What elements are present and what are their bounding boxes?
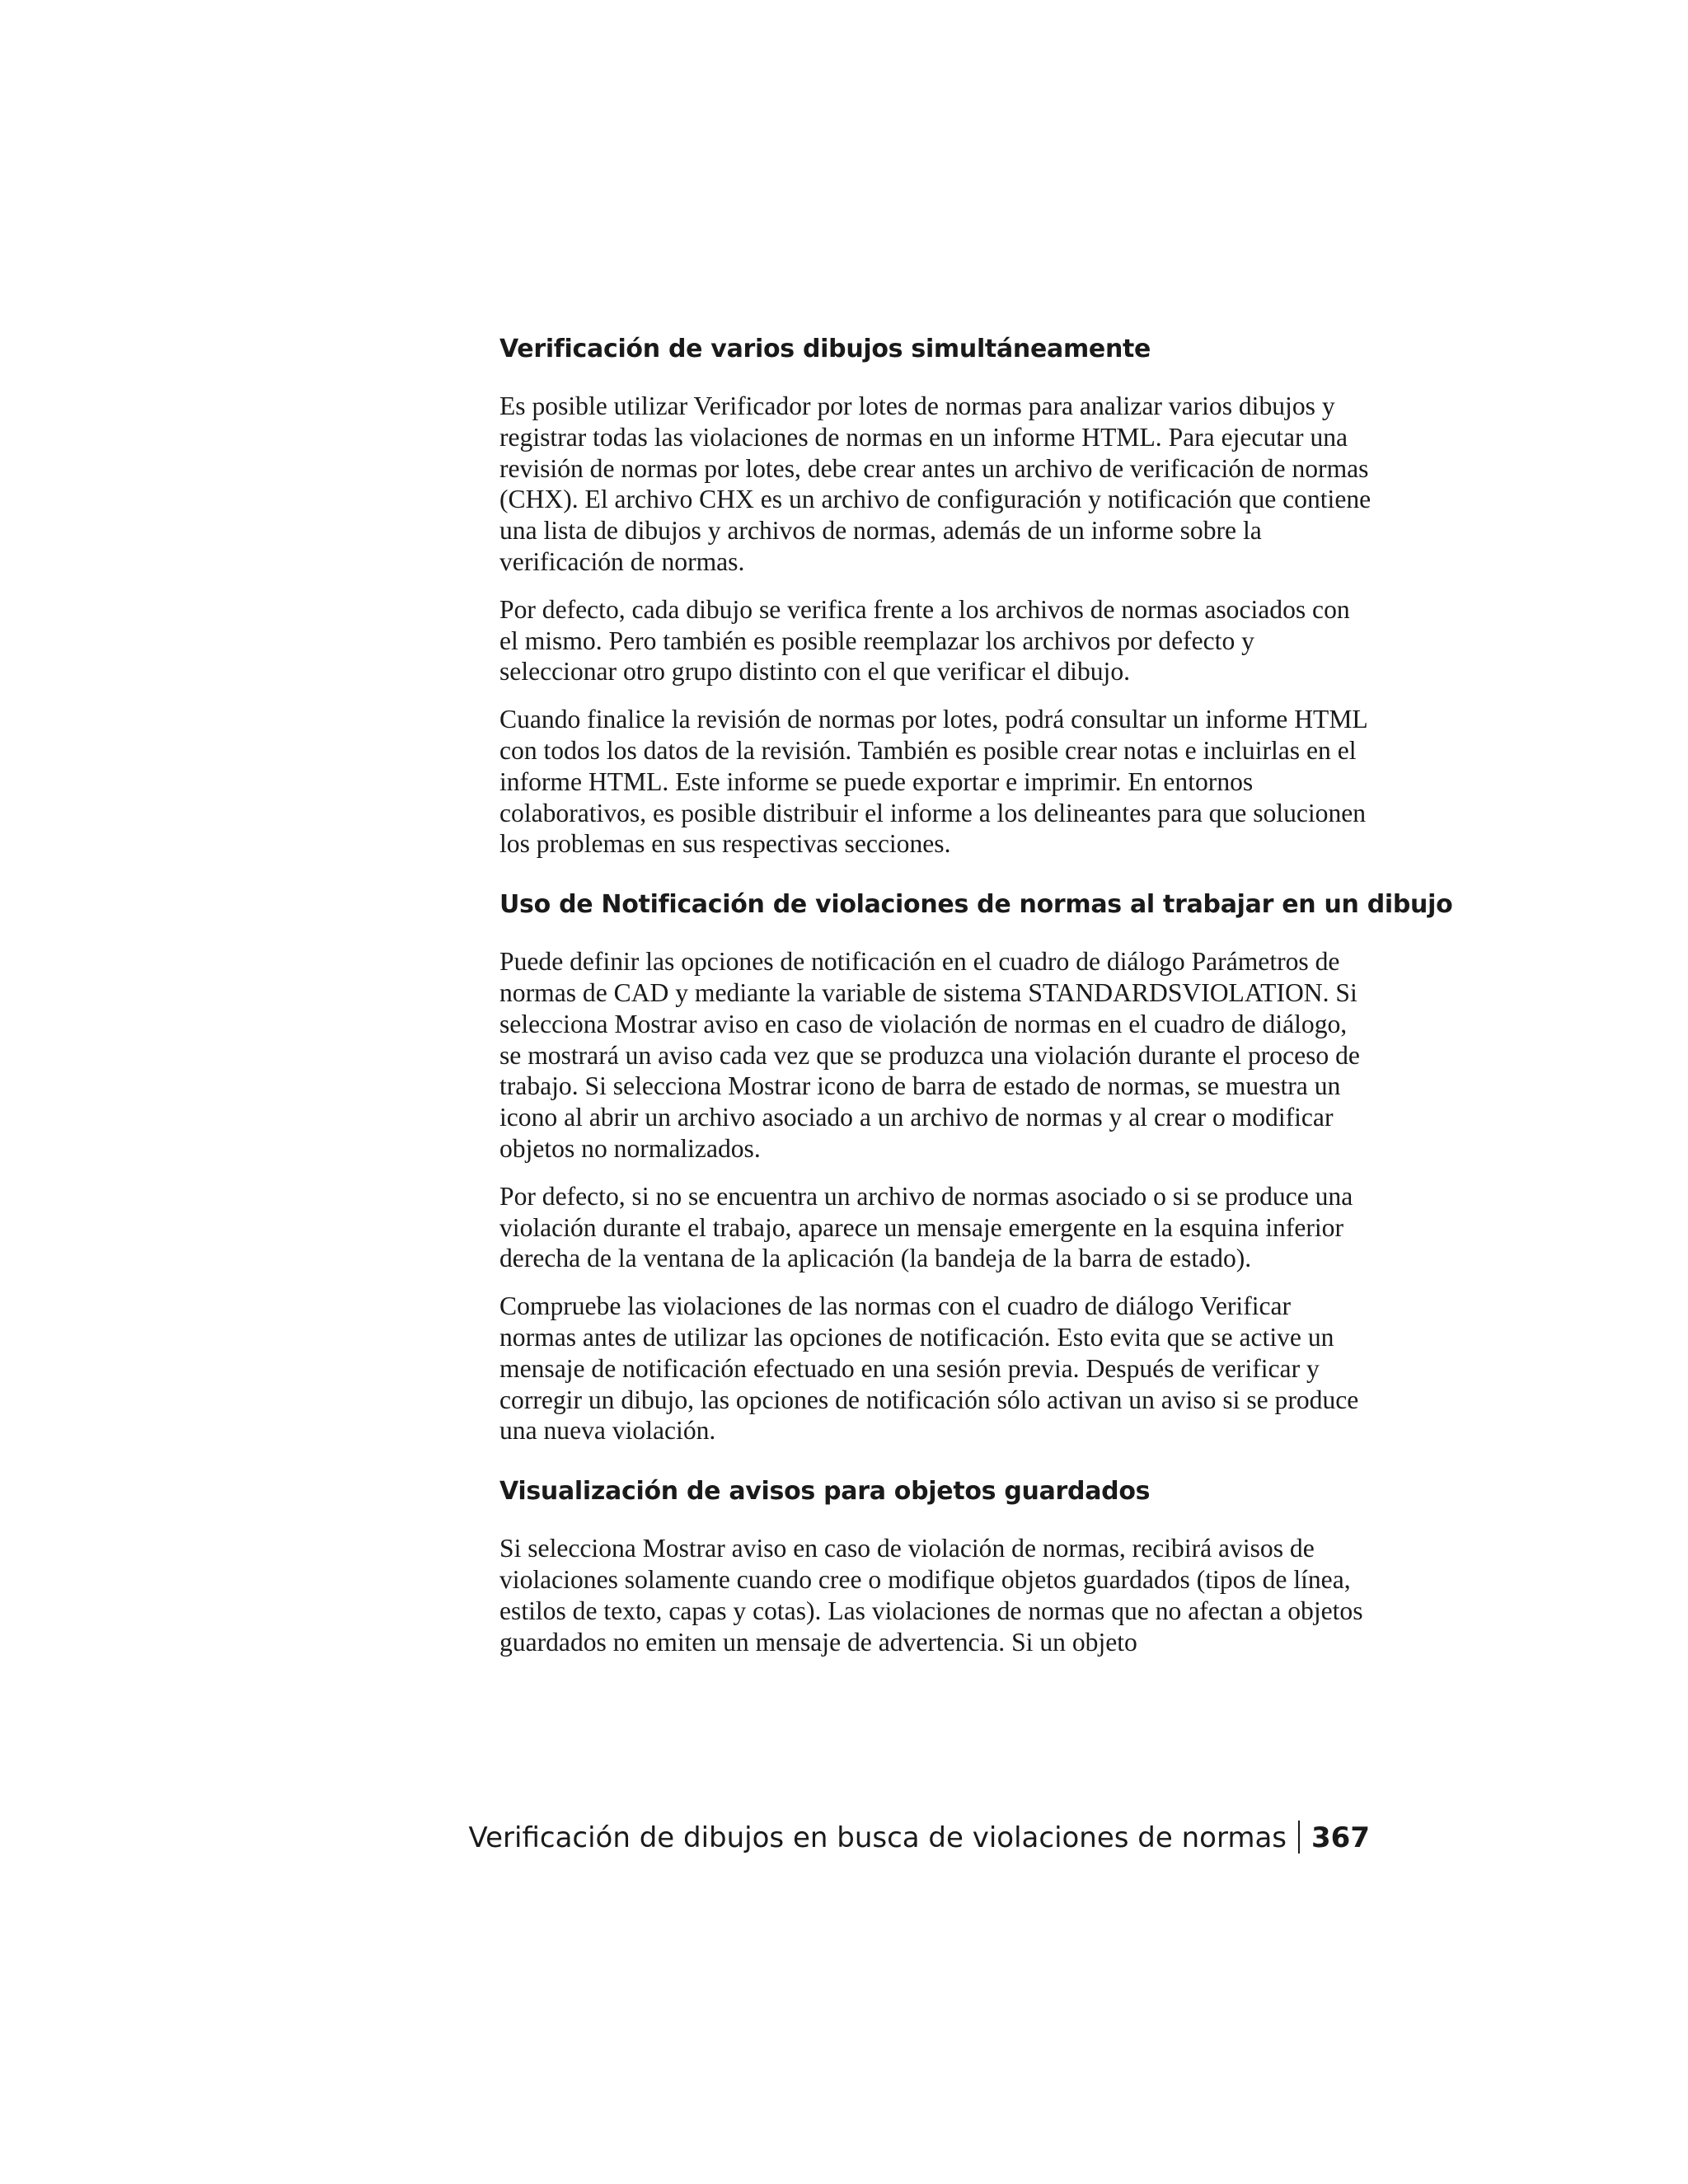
paragraph: Por defecto, si no se encuentra un archivo de normas asociado o si se produce una violación durante el trabajo, aparece un mensaje emergente en la esquina inferior derecha de la ventana de la aplicación (la bandeja de la barra de estado). [499,1181,1353,1273]
paragraph: Cuando finalice la revisión de normas por lotes, podrá consultar un informe HTML con todos los datos de la revisión. También es posible crear notas e incluirlas en el informe HTML. Este informe se puede exportar e imprimir. En entornos colaborativos, es posible distribuir el informe a los delineantes para que solucionen los problemas en sus respectivas secciones. [499,705,1367,859]
text-column [499,333,1453,1674]
page-number: 367 [1311,1821,1370,1854]
paragraph: Compruebe las violaciones de las normas con el cuadro de diálogo Verificar normas antes de utilizar las opciones de notificación. Esto evita que se active un mensaje de notificación efectuado en una sesión previa. Después de verificar y corregir un dibujo, las opciones de notificación sólo activan un aviso si se produce una nueva violación. [499,1291,1359,1446]
section-heading-saved-objects: Visualización de avisos para objetos guardados [499,1477,1151,1507]
section-heading-notification: Uso de Notificación de violaciones de normas al trabajar en un dibujo [499,890,1453,920]
paragraph: Si selecciona Mostrar aviso en caso de violación de normas, recibirá avisos de violaciones solamente cuando cree o modifique objetos guardados (tipos de línea, estilos de texto, capas y cotas). Las violaciones de normas que no afectan a objetos guardados no emiten un mensaje de advertencia. Si un objeto [499,1534,1363,1657]
footer-chapter-title: Verificación de dibujos en busca de violaciones de normas [468,1821,1287,1854]
footer-separator [1298,1821,1300,1854]
paragraph: Puede definir las opciones de notificación en el cuadro de diálogo Parámetros de normas de CAD y mediante la variable de sistema STANDARDSVIOLATION. Si selecciona Mostrar aviso en caso de violación de normas en el cuadro de diálogo, se mostrará un aviso cada vez que se produzca una violación durante el proceso de trabajo. Si selecciona Mostrar icono de barra de estado de normas, se muestra un icono al abrir un archivo asociado a un archivo de normas y al crear o modificar objetos no normalizados. [499,947,1360,1163]
paragraph: Por defecto, cada dibujo se verifica frente a los archivos de normas asociados con el mismo. Pero también es posible reemplazar los archivos por defecto y seleccionar otro grupo distinto con el que verificar el dibujo. [499,594,1350,687]
page-footer [469,1820,1370,1856]
section-heading-batch-check: Verificación de varios dibujos simultáneamente [499,335,1151,363]
paragraph: Es posible utilizar Verificador por lotes de normas para analizar varios dibujos y registrar todas las violaciones de normas en un informe HTML. Para ejecutar una revisión de normas por lotes, debe crear antes un archivo de verificación de normas (CHX). El archivo CHX es un archivo de configuración y notificación que contiene una lista de dibujos y archivos de normas, además de un informe sobre la verificación de normas. [499,391,1372,576]
